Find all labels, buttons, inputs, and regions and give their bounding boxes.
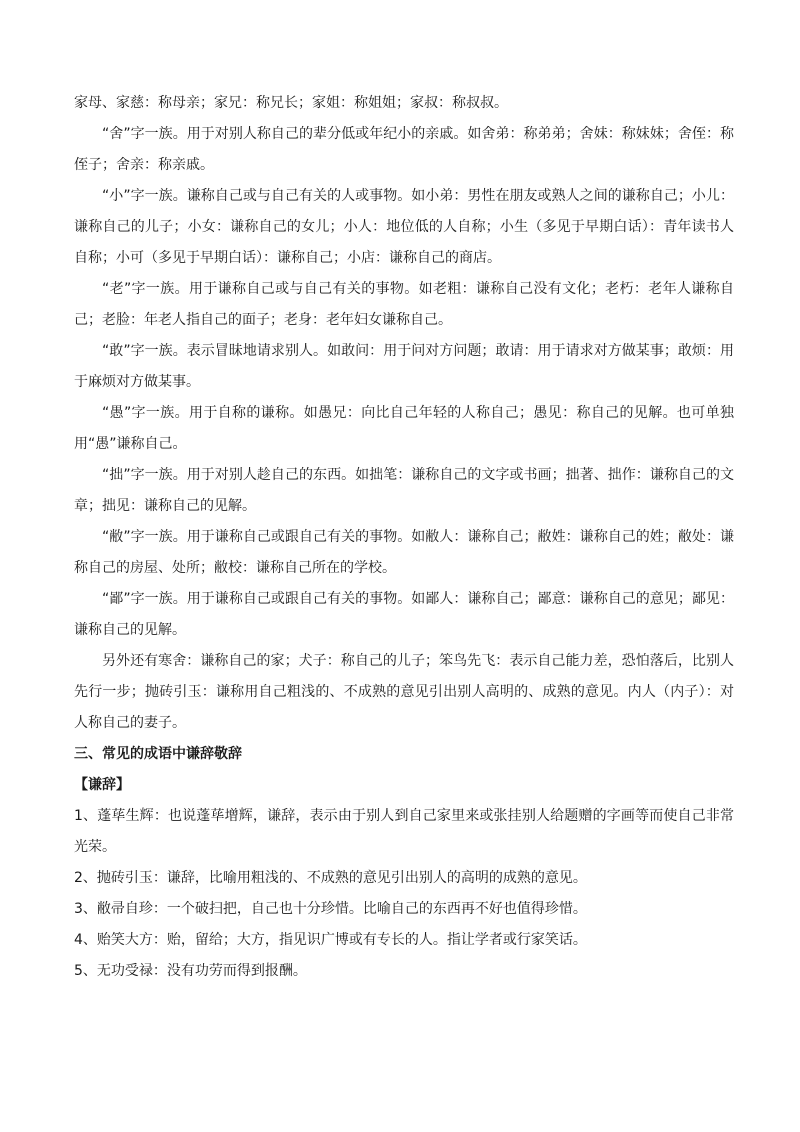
paragraph-xiao-group: “小”字一族。谦称自己或与自己有关的人或事物。如小弟：男性在朋友或熟人之间的谦称自己；小儿：谦称自己的儿子；小女：谦称自己的女儿；小人：地位低的人自称；小生（多见于早期白话）：青年读书人自称；小可（多见于早期白话）：谦称自己；小店：谦称自己的商店。 — [74, 188, 734, 266]
paragraph-others: 另外还有寒舍：谦称自己的家；犬子：称自己的儿子；笨鸟先飞：表示自己能力差，恐怕落后，比别人先行一步；抛砖引玉：谦称用自己粗浅的、不成熟的意见引出别人高明的、成熟的意见。内人（内子）：对人称自己的妻子。 — [74, 653, 734, 731]
list-item: 5、无功受禄：没有功劳而得到报酬。 — [74, 963, 307, 979]
paragraph-gan-group: “敢”字一族。表示冒昧地请求别人。如敢问：用于问对方问题；敢请：用于请求对方做某事；敢烦：用于麻烦对方做某事。 — [74, 343, 734, 390]
section-heading: 三、常见的成语中谦辞敬辞 — [74, 746, 242, 762]
paragraph-lao-group: “老”字一族。用于谦称自己或与自己有关的事物。如老粗：谦称自己没有文化；老朽：老年人谦称自己；老脸：年老人指自己的面子；老身：老年妇女谦称自己。 — [74, 281, 734, 328]
paragraph-yu-group: “愚”字一族。用于自称的谦称。如愚兄：向比自己年轻的人称自己；愚见：称自己的见解。也可单独用“愚”谦称自己。 — [74, 405, 734, 452]
list-item: 2、抛砖引玉：谦辞，比喻用粗浅的、不成熟的意见引出别人的高明的成熟的意见。 — [74, 870, 587, 886]
list-item: 4、贻笑大方：贻，留给；大方，指见识广博或有专长的人。指让学者或行家笑话。 — [74, 932, 587, 948]
document-page — [74, 88, 734, 987]
list-item: 1、蓬荜生辉：也说蓬荜增辉，谦辞，表示由于别人到自己家里来或张挂别人给题赠的字画等而使自己非常光荣。 — [74, 808, 734, 855]
paragraph-zhuo-group: “拙”字一族。用于对别人趁自己的东西。如拙笔：谦称自己的文字或书画；拙著、拙作：谦称自己的文章；拙见：谦称自己的见解。 — [74, 467, 734, 514]
paragraph-she-group: “舍”字一族。用于对别人称自己的辈分低或年纪小的亲戚。如舍弟：称弟弟；舍妹：称妹妹；舍侄：称侄子；舍亲：称亲戚。 — [74, 126, 734, 173]
subheading-humble-words: 【谦辞】 — [74, 777, 130, 793]
paragraph-family-terms: 家母、家慈：称母亲；家兄：称兄长；家姐：称姐姐；家叔：称叔叔。 — [74, 95, 508, 111]
paragraph-bi2-group: “鄙”字一族。用于谦称自己或跟自己有关的事物。如鄙人：谦称自己；鄙意：谦称自己的意见；鄙见：谦称自己的见解。 — [74, 591, 734, 638]
paragraph-bi-group: “敝”字一族。用于谦称自己或跟自己有关的事物。如敝人：谦称自己；敝姓：谦称自己的姓；敝处：谦称自己的房屋、处所；敝校：谦称自己所在的学校。 — [74, 529, 734, 576]
list-item: 3、敝帚自珍：一个破扫把，自己也十分珍惜。比喻自己的东西再不好也值得珍惜。 — [74, 901, 587, 917]
